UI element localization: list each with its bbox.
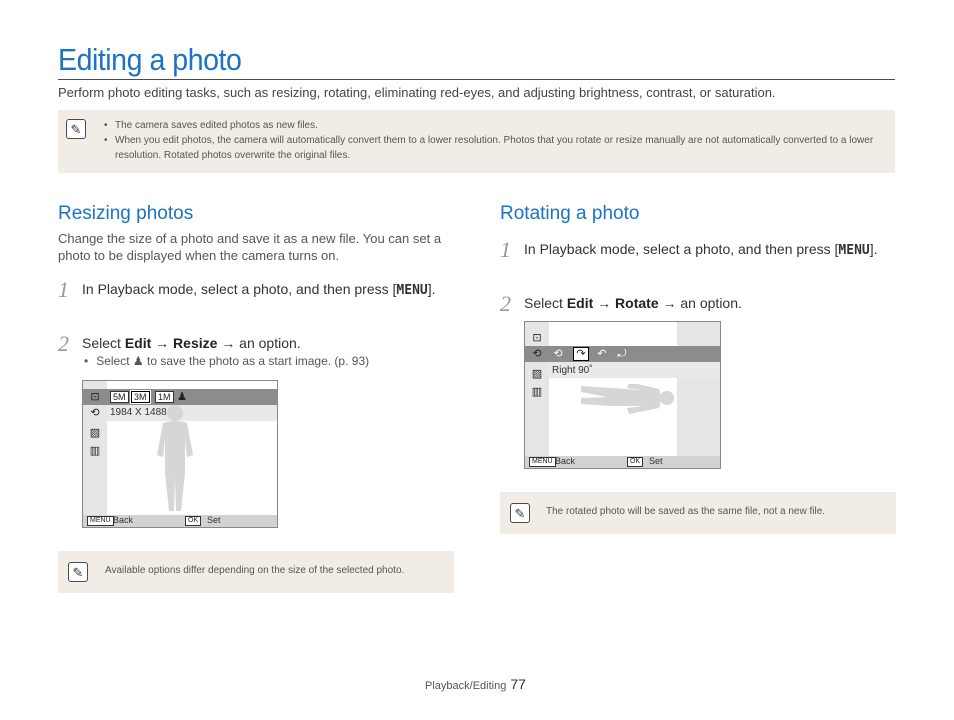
resize-note: ✎ Available options differ depending on the size of the selected photo. (58, 551, 454, 593)
menu-key-icon: MENU (529, 457, 556, 467)
rotate-heading: Rotating a photo (500, 203, 640, 224)
footer-section: Playback/Editing (425, 680, 507, 692)
intro-text: Perform photo editing tasks, such as resizing, rotating, eliminating red-eyes, and adjusting brightness, contrast, or saturation. (58, 85, 776, 100)
top-note (58, 110, 895, 173)
resolution-label: 1984 X 1488 (110, 407, 167, 418)
color-icon: ▥ (531, 386, 543, 398)
title-divider (58, 79, 895, 80)
set-label: Set (649, 456, 663, 466)
note-pencil-icon: ✎ (68, 562, 88, 582)
note-pencil-icon: ✎ (510, 503, 530, 523)
rotate-option-icon: ⟲ (553, 348, 563, 360)
resize-heading: Resizing photos (58, 203, 194, 224)
menu-key: MENU (396, 283, 428, 298)
resize-description: Change the size of a photo and save it as a new file. You can set a photo to be displayed when the camera turns on. (58, 231, 442, 263)
rotate-bottom-bar (525, 456, 720, 468)
option-1m: 1M (155, 391, 174, 403)
person-silhouette-icon (145, 403, 205, 515)
rotate-option-label: Right 90˚ (552, 365, 593, 376)
photo-edit-icon: ▨ (89, 427, 101, 439)
page-number: 77 (510, 676, 526, 692)
page-title: Editing a photo (58, 42, 242, 77)
resize-step-1: In Playback mode, select a photo, and then press [MENU]. (82, 281, 436, 298)
resize-bottom-bar (83, 515, 277, 527)
set-label: Set (207, 515, 221, 525)
rotate-icon: ⟲ (532, 348, 542, 360)
rotate-step-1-number: 1 (500, 237, 511, 262)
rotate-step-2: Select Edit → Rotate → an option. (524, 295, 742, 311)
resize-sub-bullet: • Select ♟ to save the photo as a start image. (p. 93) (84, 354, 370, 368)
start-image-icon: ♟ (132, 354, 144, 368)
rotate-note: ✎ The rotated photo will be saved as the same file, not a new file. (500, 492, 896, 534)
ok-key-icon: OK (185, 516, 201, 526)
resize-icon: ⊡ (90, 391, 100, 403)
color-icon: ▥ (89, 445, 101, 457)
resize-step-2-number: 2 (58, 331, 69, 356)
resize-camera-screen (82, 380, 278, 528)
option-5m: 5M (110, 391, 129, 403)
note-bullet: • The camera saves edited photos as new files. (104, 118, 886, 133)
ok-key-icon: OK (627, 457, 643, 467)
rotated-person-silhouette-icon (577, 384, 677, 420)
resize-step-2: Select Edit → Resize → an option. (82, 335, 301, 351)
note-pencil-icon: ✎ (66, 119, 86, 139)
rotate-step-2-number: 2 (500, 291, 511, 316)
page-footer (425, 676, 526, 692)
rotate-step-1: In Playback mode, select a photo, and then press [MENU]. (524, 241, 878, 258)
photo-edit-icon: ▨ (531, 368, 543, 380)
rotate-right-90-icon: ↷ (573, 347, 589, 361)
menu-key-icon: MENU (87, 516, 114, 526)
rotate-left-90-icon: ↶ (597, 348, 607, 360)
back-label: Back (113, 515, 134, 525)
note-bullet: • When you edit photos, the camera will automatically convert them to a lower resolution. Photos that you rotate or resize manually are not automatically converted to a lower resolution. Rotated photos overwrite the original files. (104, 133, 886, 163)
rotate-icon: ⟲ (90, 407, 100, 419)
menu-key: MENU (838, 243, 870, 258)
back-label: Back (555, 456, 576, 466)
option-3m: 3M (131, 391, 150, 403)
start-image-option-icon: ♟ (177, 391, 187, 403)
resize-step-1-number: 1 (58, 277, 69, 302)
rotate-camera-screen (524, 321, 721, 469)
rotate-180-icon: ⤾ (617, 348, 627, 360)
resize-icon: ⊡ (532, 332, 542, 344)
